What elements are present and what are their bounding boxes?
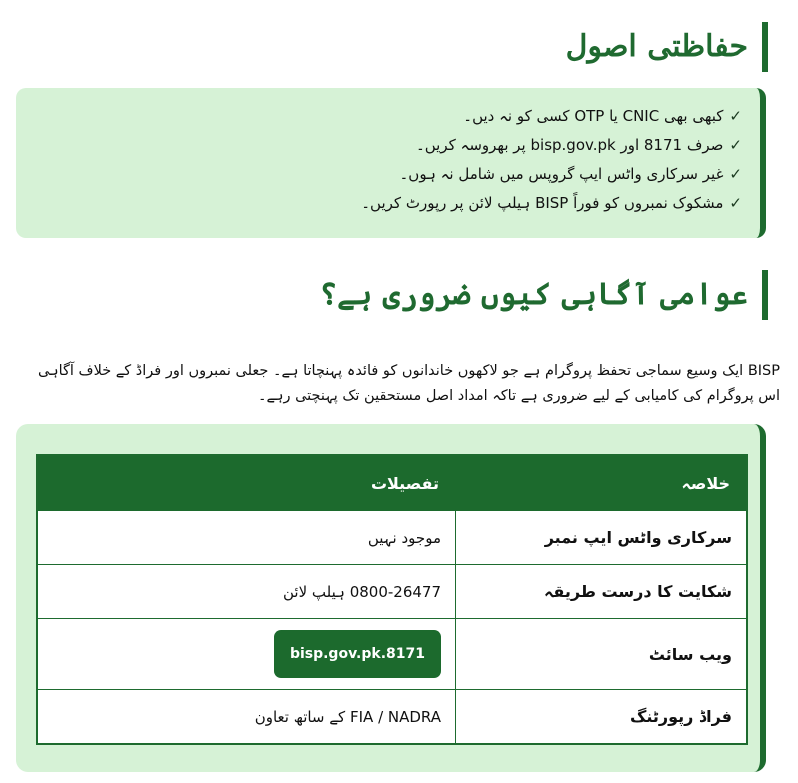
list-item (16, 160, 742, 189)
check-icon: ✓ (729, 136, 742, 154)
row-value: موجود نہیں (37, 511, 456, 565)
table-row (37, 619, 747, 690)
row-value: 0800-26477 ہیلپ لائن (37, 565, 456, 619)
list-item (16, 131, 742, 160)
row-value-cell (37, 619, 456, 690)
awareness-paragraph: BISP ایک وسیع سماجی تحفظ پروگرام ہے جو لاکھوں خاندانوں کو فائدہ پہنچاتا ہے۔ جعلی نمبروں اور فراڈ کے خلاف آگاہی اس پروگرام کی کامیابی کے لیے ضروری ہے تاکہ امداد اصل مستحقین تک پہنچتی رہے۔ (38, 362, 780, 404)
list-item (16, 189, 742, 218)
check-icon: ✓ (729, 165, 742, 183)
safety-heading (566, 22, 768, 72)
row-label: فراڈ رپورٹنگ (456, 690, 748, 745)
tip-text: صرف 8171 اور bisp.gov.pk پر بھروسہ کریں۔ (415, 136, 724, 154)
awareness-title: عوامی آگاہی کیوں ضروری ہے؟ (319, 277, 748, 312)
row-label: ویب سائٹ (456, 619, 748, 690)
table-header-row (37, 455, 747, 511)
website-link-button[interactable]: bisp.gov.pk.8171 (274, 630, 441, 678)
awareness-heading (320, 270, 769, 320)
safety-title: حفاظتی اصول (565, 29, 748, 64)
safety-tips-list (16, 102, 742, 218)
row-value: FIA / NADRA کے ساتھ تعاون (37, 690, 456, 745)
row-label: شکایت کا درست طریقہ (456, 565, 748, 619)
list-item (16, 102, 742, 131)
header-details: تفصیلات (37, 455, 456, 511)
table-row (37, 690, 747, 745)
tip-text: غیر سرکاری واٹس ایپ گروپس میں شامل نہ ہوں۔ (399, 165, 724, 183)
check-icon: ✓ (729, 107, 742, 125)
table-row (37, 511, 747, 565)
tip-text: مشکوک نمبروں کو فوراً BISP ہیلپ لائن پر رپورٹ کریں۔ (361, 194, 724, 212)
row-label: سرکاری واٹس ایپ نمبر (456, 511, 748, 565)
safety-tips-box (16, 88, 766, 238)
tip-text: کبھی بھی CNIC یا OTP کسی کو نہ دیں۔ (463, 107, 724, 125)
header-summary: خلاصہ (456, 455, 748, 511)
check-icon: ✓ (729, 194, 742, 212)
summary-card (16, 424, 766, 772)
summary-table (36, 454, 748, 745)
table-row (37, 565, 747, 619)
